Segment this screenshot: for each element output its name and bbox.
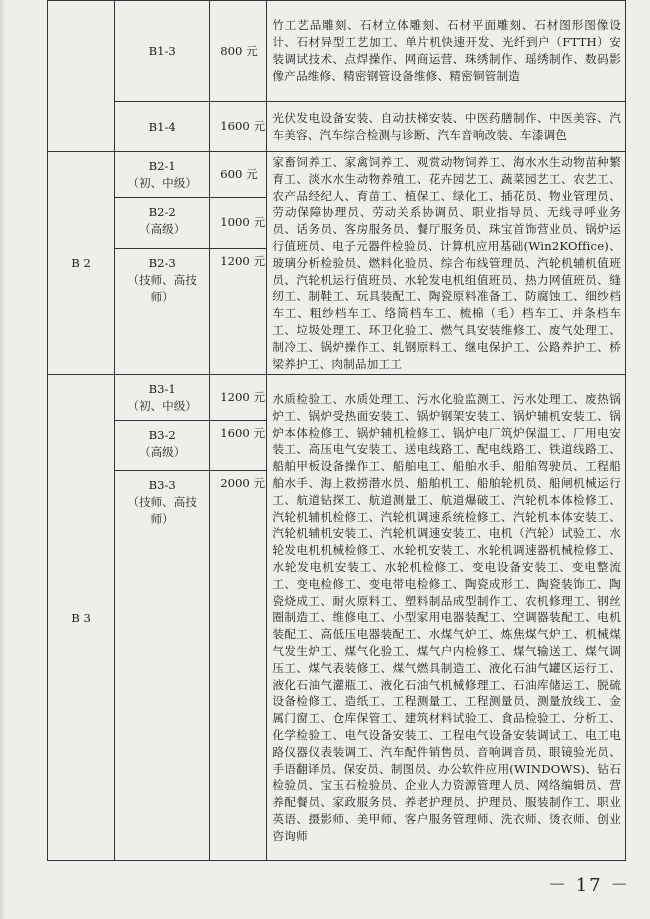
- amount-cell: [210, 471, 267, 861]
- level-code-text: B3-1: [148, 382, 176, 397]
- page-number: － 17 －: [548, 875, 631, 896]
- level-code: [115, 475, 209, 530]
- group-cell-b1: [48, 1, 115, 152]
- level-cell: [115, 421, 210, 471]
- level-code-text: B2-2: [148, 205, 176, 220]
- amount-cell: [210, 198, 267, 248]
- level-note: （高级）: [138, 445, 186, 460]
- level-code: [115, 156, 209, 194]
- group-label: B 3: [71, 610, 91, 625]
- occupation-cell: [267, 152, 626, 375]
- occupation-list: 竹工艺品雕刻、石材立体雕刻、石材平面雕刻、石材图形图像设计、石材异型工艺加工、单片机快速开发、光纤到户（FTTH）安装调试技术、点焊操作、网商运营、珠绣制作、瑶绣制作、数码影像产品维修、精密钢管设备维修、精密铜管制造: [272, 18, 621, 83]
- code-cell: [115, 1, 210, 102]
- level-note: （初、中级）: [127, 399, 197, 414]
- amount-cell: [210, 248, 267, 375]
- level-cell: [115, 152, 210, 198]
- amount-label: 1000 元: [220, 215, 266, 230]
- amount-cell: [210, 102, 267, 152]
- subsidy-table: [47, 0, 626, 861]
- amount-cell: [210, 375, 267, 421]
- amount-label: 2000 元: [220, 476, 266, 491]
- code-label: B1-3: [148, 44, 176, 58]
- occupation-list: 光伏发电设备安装、自动扶梯安装、中医药膳制作、中医美容、汽车美容、汽车综合检测与诊断、汽车音响改装、车漆调色: [272, 110, 621, 142]
- table-row: [48, 152, 626, 198]
- level-cell: [115, 375, 210, 421]
- level-code: [115, 379, 209, 417]
- amount-cell: [210, 152, 267, 198]
- level-note: （技师、高技师）: [127, 272, 197, 304]
- group-cell-b2: [48, 152, 115, 375]
- amount-label: 1600 元: [220, 119, 266, 133]
- occupation-cell: [267, 375, 626, 861]
- level-cell: [115, 198, 210, 248]
- page-left-shadow: [0, 0, 6, 919]
- level-code-text: B2-3: [148, 255, 176, 270]
- occupation-cell: [267, 1, 626, 102]
- level-code: [115, 425, 209, 463]
- amount-cell: [210, 421, 267, 471]
- level-note: （高级）: [138, 222, 186, 237]
- amount-label: 800 元: [220, 43, 258, 58]
- table-row: [48, 1, 626, 102]
- amount-label: 600 元: [220, 167, 258, 182]
- level-code-text: B2-1: [148, 159, 176, 173]
- level-code-text: B3-2: [148, 428, 176, 443]
- level-code-text: B3-3: [148, 478, 176, 493]
- amount-label: 1200 元: [220, 390, 266, 405]
- group-label: B 2: [71, 256, 91, 271]
- level-code: [115, 202, 209, 240]
- level-note: （初、中级）: [127, 176, 197, 190]
- code-label: B1-4: [148, 119, 176, 134]
- amount-label: 1600 元: [220, 426, 266, 441]
- amount-cell: [210, 1, 267, 102]
- occupation-list: 水质检验工、水质处理工、污水化验监测工、污水处理工、废热锅炉工、锅炉受热面安装工、锅炉钢架安装工、锅炉辅机安装工、锅炉本体检修工、锅炉辅机检修工、锅炉电厂筑炉保温工、厂用电安装工、高压电气安装工、送电线路工、配电线路工、铁道线路工、船舶甲板设备操作工、船舶电工、船舶水手、船舶驾驶员、工程船舶水手、海上救捞潜水员、船舶机工、船舶轮机员、船闸机械运行工、航道钻探工、航道测量工、航道爆破工、汽轮机本体检修工、汽轮机辅机检修工、汽轮机调速系统检修工、汽轮机本体安装工、汽轮机辅机安装工、汽轮机调速安装工、电机（汽轮）试验工、水轮发电机机械检修工、水轮机安装工、水轮机调速器机械检修工、水轮发电机安装工、水轮机检修工、变电设备安装工、变电整流工、变电检修工、变电带电检修工、陶瓷成形工、陶瓷装饰工、陶瓷烧成工、耐火原料工、塑料制品成型制作工、农机修理工、钢丝圈制造工、维修电工、小型家用电器装配工、空调器装配工、电机装配工、高低压电器装配工、水煤气炉工、炼焦煤气炉工、机械煤气发生炉工、煤气化验工、煤气户内检修工、煤气输送工、煤气调压工、煤气表装修工、煤气燃具制造工、液化石油气罐区运行工、液化石油气灌瓶工、液化石油气机械修理工、石油库储运工、脱硫设备检修工、造纸工、工程测量工、工程测量员、测量放线工、金属门窗工、仓库保管工、建筑材料试验工、食品检验工、分析工、化学检验工、电气设备安装工、工程电气设备安装调试工、电工电路仪器仪表装调工、汽车配件销售员、音响调音员、眼镜验光员、手语翻译员、保安员、制图员、办公软件应用(WINDOWS)、钻石检验员、宝玉石检验员、企业人力资源管理人员、网络编辑员、营养配餐员、家政服务员、养老护理员、护理员、服装制作工、职业英语、摄影师、美甲师、客户服务管理师、洗衣师、烫衣师、创业咨询师: [272, 392, 621, 843]
- code-cell: [115, 102, 210, 152]
- level-cell: [115, 248, 210, 375]
- table-row: [48, 102, 626, 152]
- occupation-cell: [267, 102, 626, 152]
- group-cell-b3: [48, 375, 115, 861]
- level-note: （技师、高技师）: [127, 495, 197, 527]
- amount-label: 1200 元: [220, 253, 266, 268]
- level-code: [115, 253, 209, 308]
- occupation-list: 家畜饲养工、家禽饲养工、观赏动物饲养工、海水水生动物苗种繁育工、淡水水生动物养殖工、花卉园艺工、蔬菜园艺工、农艺工、农产品经纪人、育苗工、植保工、绿化工、插花员、物业管理员、劳动保障协理员、劳动关系协调员、职业指导员、无线寻呼业务员、话务员、客房服务员、餐厅服务员、珠宝首饰营业员、锅炉运行值班员、电子元器件检验员、计算机应用基础(Win2KOffice)、玻璃分析检验员、燃料化验员、综合布线管理员、汽轮机辅机值班员、汽轮机运行值班员、水轮发电机组值班员、热力网值班员、缝纫工、制鞋工、玩具装配工、陶瓷原料准备工、防腐蚀工、细纱档车工、粗纱档车工、络筒档车工、梳棉（毛）档车工、并条档车工、垃圾处理工、环卫化验工、燃气具安装维修工、废气处理工、制冷工、锅炉操作工、轧钢原料工、继电保护工、公路养护工、桥梁养护工、肉制品加工工: [272, 155, 621, 371]
- level-cell: [115, 471, 210, 861]
- table-row: [48, 375, 626, 421]
